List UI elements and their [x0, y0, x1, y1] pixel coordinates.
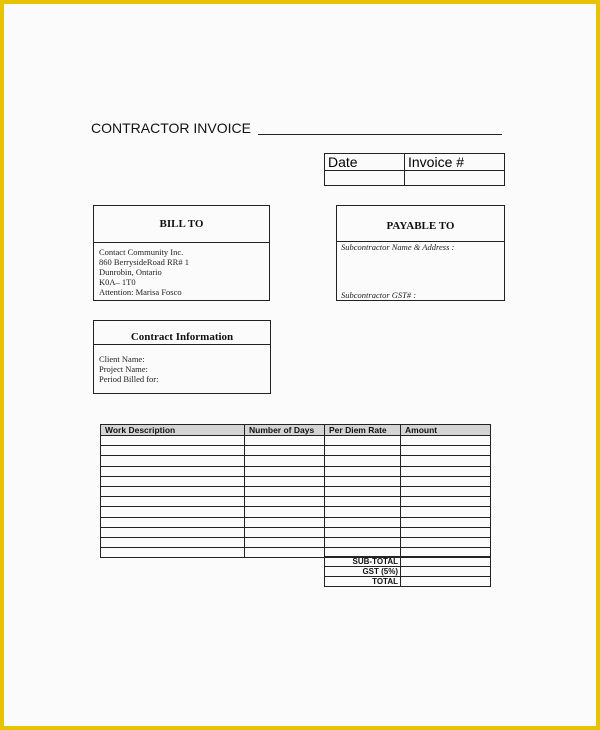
rate-cell[interactable] — [325, 517, 401, 527]
work-description-cell[interactable] — [101, 486, 245, 496]
bill-to-divider — [94, 242, 269, 243]
table-header-row — [101, 425, 491, 436]
table-row — [101, 497, 491, 507]
work-items-table — [100, 424, 491, 558]
subcontractor-gst-label: Subcontractor GST# : — [341, 290, 417, 300]
work-description-cell[interactable] — [101, 476, 245, 486]
bill-to-heading: BILL TO — [159, 218, 204, 230]
total-row — [325, 577, 491, 587]
rate-cell[interactable] — [325, 476, 401, 486]
invoice-number-field[interactable] — [405, 171, 504, 185]
days-cell[interactable] — [245, 466, 325, 476]
amount-cell[interactable] — [401, 476, 491, 486]
date-invoice-box — [324, 153, 505, 186]
work-description-cell[interactable] — [101, 507, 245, 517]
amount-cell[interactable] — [401, 517, 491, 527]
table-row — [101, 436, 491, 446]
client-name-label: Client Name: — [99, 354, 145, 364]
amount-cell[interactable] — [401, 537, 491, 547]
rate-cell[interactable] — [325, 537, 401, 547]
days-cell[interactable] — [245, 486, 325, 496]
work-description-cell[interactable] — [101, 548, 245, 558]
work-description-cell[interactable] — [101, 446, 245, 456]
title-underline — [258, 134, 502, 135]
date-label: Date — [328, 154, 358, 170]
contract-info-divider — [94, 344, 270, 345]
table-row — [101, 527, 491, 537]
work-description-cell[interactable] — [101, 466, 245, 476]
days-cell[interactable] — [245, 456, 325, 466]
rate-cell[interactable] — [325, 486, 401, 496]
project-name-label: Project Name: — [99, 364, 148, 374]
days-cell[interactable] — [245, 517, 325, 527]
amount-cell[interactable] — [401, 497, 491, 507]
work-items-body — [101, 436, 491, 558]
subtotal-value[interactable] — [401, 557, 491, 567]
amount-cell[interactable] — [401, 507, 491, 517]
rate-cell[interactable] — [325, 507, 401, 517]
table-row — [101, 517, 491, 527]
days-cell[interactable] — [245, 537, 325, 547]
payable-to-box — [336, 205, 505, 301]
work-description-cell[interactable] — [101, 497, 245, 507]
amount-cell[interactable] — [401, 466, 491, 476]
amount-cell[interactable] — [401, 456, 491, 466]
subcontractor-name-label: Subcontractor Name & Address : — [341, 242, 455, 252]
table-row — [101, 507, 491, 517]
rate-cell[interactable] — [325, 527, 401, 537]
table-row — [101, 486, 491, 496]
col-amount: Amount — [401, 425, 491, 436]
days-cell[interactable] — [245, 476, 325, 486]
date-field[interactable] — [325, 171, 404, 185]
bill-to-street: 860 BerrysideRoad RR# 1 — [99, 257, 189, 267]
bill-to-address — [99, 247, 189, 297]
bill-to-postal: K0A– 1T0 — [99, 277, 136, 287]
bill-to-box — [93, 205, 270, 301]
contract-info-box — [93, 320, 271, 394]
days-cell[interactable] — [245, 527, 325, 537]
invoice-number-label: Invoice # — [408, 154, 465, 170]
amount-cell[interactable] — [401, 446, 491, 456]
gst-label: GST (5%) — [325, 567, 401, 577]
amount-cell[interactable] — [401, 436, 491, 446]
days-cell[interactable] — [245, 497, 325, 507]
contract-info-heading: Contract Information — [130, 331, 234, 343]
days-cell[interactable] — [245, 436, 325, 446]
bill-to-attention: Attention: Marisa Fosco — [99, 287, 182, 297]
days-cell[interactable] — [245, 548, 325, 558]
bill-to-city: Dunrobin, Ontario — [99, 267, 162, 277]
work-description-cell[interactable] — [101, 527, 245, 537]
table-row — [101, 537, 491, 547]
payable-to-heading: PAYABLE TO — [386, 220, 455, 232]
amount-cell[interactable] — [401, 486, 491, 496]
subtotal-row — [325, 557, 491, 567]
work-description-cell[interactable] — [101, 537, 245, 547]
total-value[interactable] — [401, 577, 491, 587]
invoice-title: CONTRACTOR INVOICE — [91, 120, 251, 136]
col-number-of-days: Number of Days — [245, 425, 325, 436]
period-billed-label: Period Billed for: — [99, 374, 159, 384]
table-row — [101, 446, 491, 456]
work-description-cell[interactable] — [101, 517, 245, 527]
gst-row — [325, 567, 491, 577]
rate-cell[interactable] — [325, 446, 401, 456]
gst-value[interactable] — [401, 567, 491, 577]
rate-cell[interactable] — [325, 497, 401, 507]
rate-cell[interactable] — [325, 466, 401, 476]
totals-table — [324, 556, 491, 587]
rate-cell[interactable] — [325, 456, 401, 466]
col-work-description: Work Description — [101, 425, 245, 436]
table-row — [101, 476, 491, 486]
rate-cell[interactable] — [325, 436, 401, 446]
work-description-cell[interactable] — [101, 456, 245, 466]
col-per-diem-rate: Per Diem Rate — [325, 425, 401, 436]
total-label: TOTAL — [325, 577, 401, 587]
table-row — [101, 456, 491, 466]
work-description-cell[interactable] — [101, 436, 245, 446]
amount-cell[interactable] — [401, 527, 491, 537]
days-cell[interactable] — [245, 507, 325, 517]
days-cell[interactable] — [245, 446, 325, 456]
bill-to-company: Contact Community Inc. — [99, 247, 184, 257]
subtotal-label: SUB-TOTAL — [325, 557, 401, 567]
contract-info-fields — [99, 354, 159, 384]
table-row — [101, 466, 491, 476]
